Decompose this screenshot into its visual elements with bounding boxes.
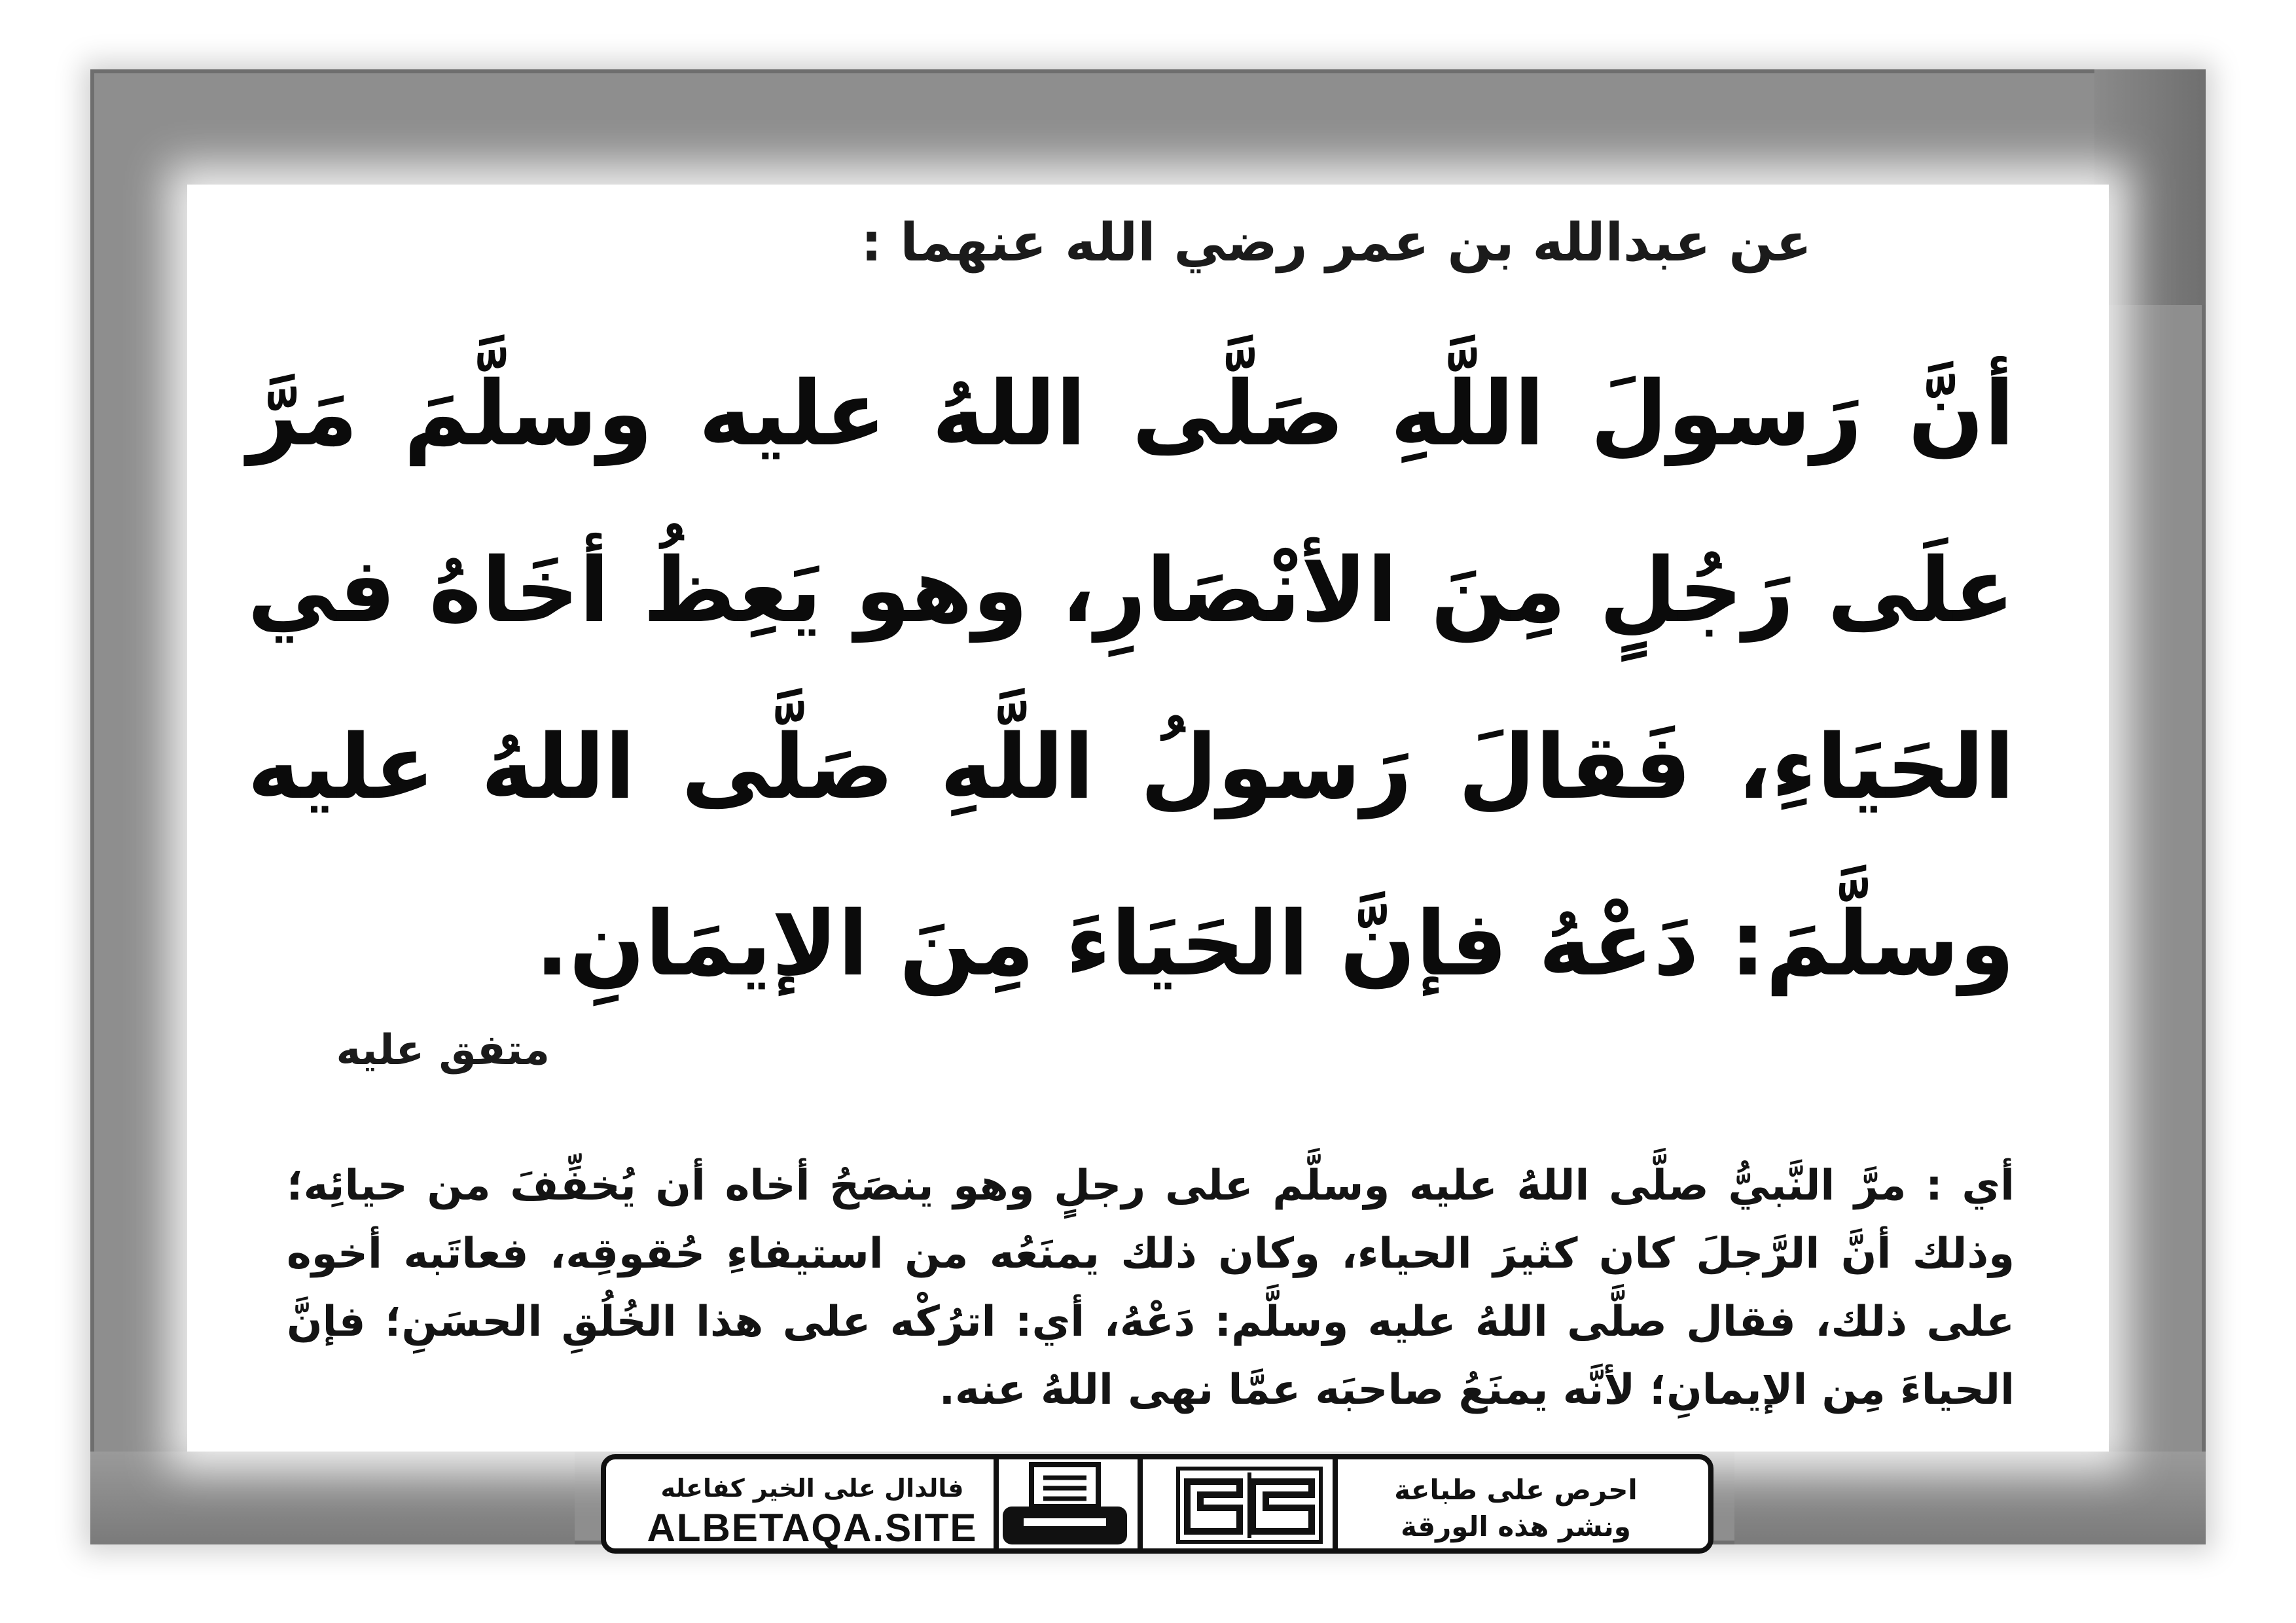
logo-mark — [1174, 1466, 1325, 1544]
footer-tagline: فالدال على الخير كفاعله — [660, 1474, 964, 1503]
printer-icon — [997, 1462, 1132, 1548]
footer-divider — [1333, 1459, 1338, 1548]
narrator-line: عن عبدالله بن عمر رضي الله عنهما : — [861, 212, 1812, 273]
frame-bottom-left-tab — [90, 1452, 575, 1544]
hadith-text: أنَّ رَسولَ اللَّهِ صَلَّى اللهُ عليه وسلَّمَ مَرَّ علَى رَجُلٍ مِنَ الأنْصَارِ، وهو يَعِظُ أخَاهُ في الحَيَاءِ، فَقالَ رَسولُ اللَّهِ صَلَّى اللهُ عليه وسلَّمَ: دَعْهُ فإنَّ الحَيَاءَ مِنَ الإيمَانِ. — [247, 363, 2015, 996]
frame-corner-decoration — [2094, 69, 2206, 305]
hadith-source: متفق عليه — [336, 1026, 550, 1075]
hadith-explanation: أي : مرَّ النَّبيُّ صلَّى اللهُ عليه وسلَّم على رجلٍ وهو ينصَحُ أخاه أن يُخفِّفَ من حيائِه؛ وذلك أنَّ الرَّجلَ كان كثيرَ الحياء، وكان ذلك يمنَعُه من استيفاءِ حُقوقِه، فعاتَبه أخوه على ذلك، فقال صلَّى اللهُ عليه وسلَّم: دَعْهُ، أي: اترُكْه على هذا الخُلُقِ الحسَنِ؛ فإنَّ الحياءَ مِن الإيمانِ؛ لأنَّه يمنَعُ صاحبَه عمَّا نهى اللهُ عنه. — [287, 1162, 2015, 1414]
footer-divider — [1138, 1459, 1143, 1548]
footer-note-line2: ونشر هذه الورقة — [1401, 1510, 1631, 1543]
footer-bar — [601, 1454, 1713, 1554]
frame-bottom-right-tab — [1734, 1452, 2206, 1544]
footer-note-line1: احرص على طباعة — [1394, 1474, 1638, 1506]
footer-site: ALBETAQA.SITE — [647, 1506, 978, 1550]
